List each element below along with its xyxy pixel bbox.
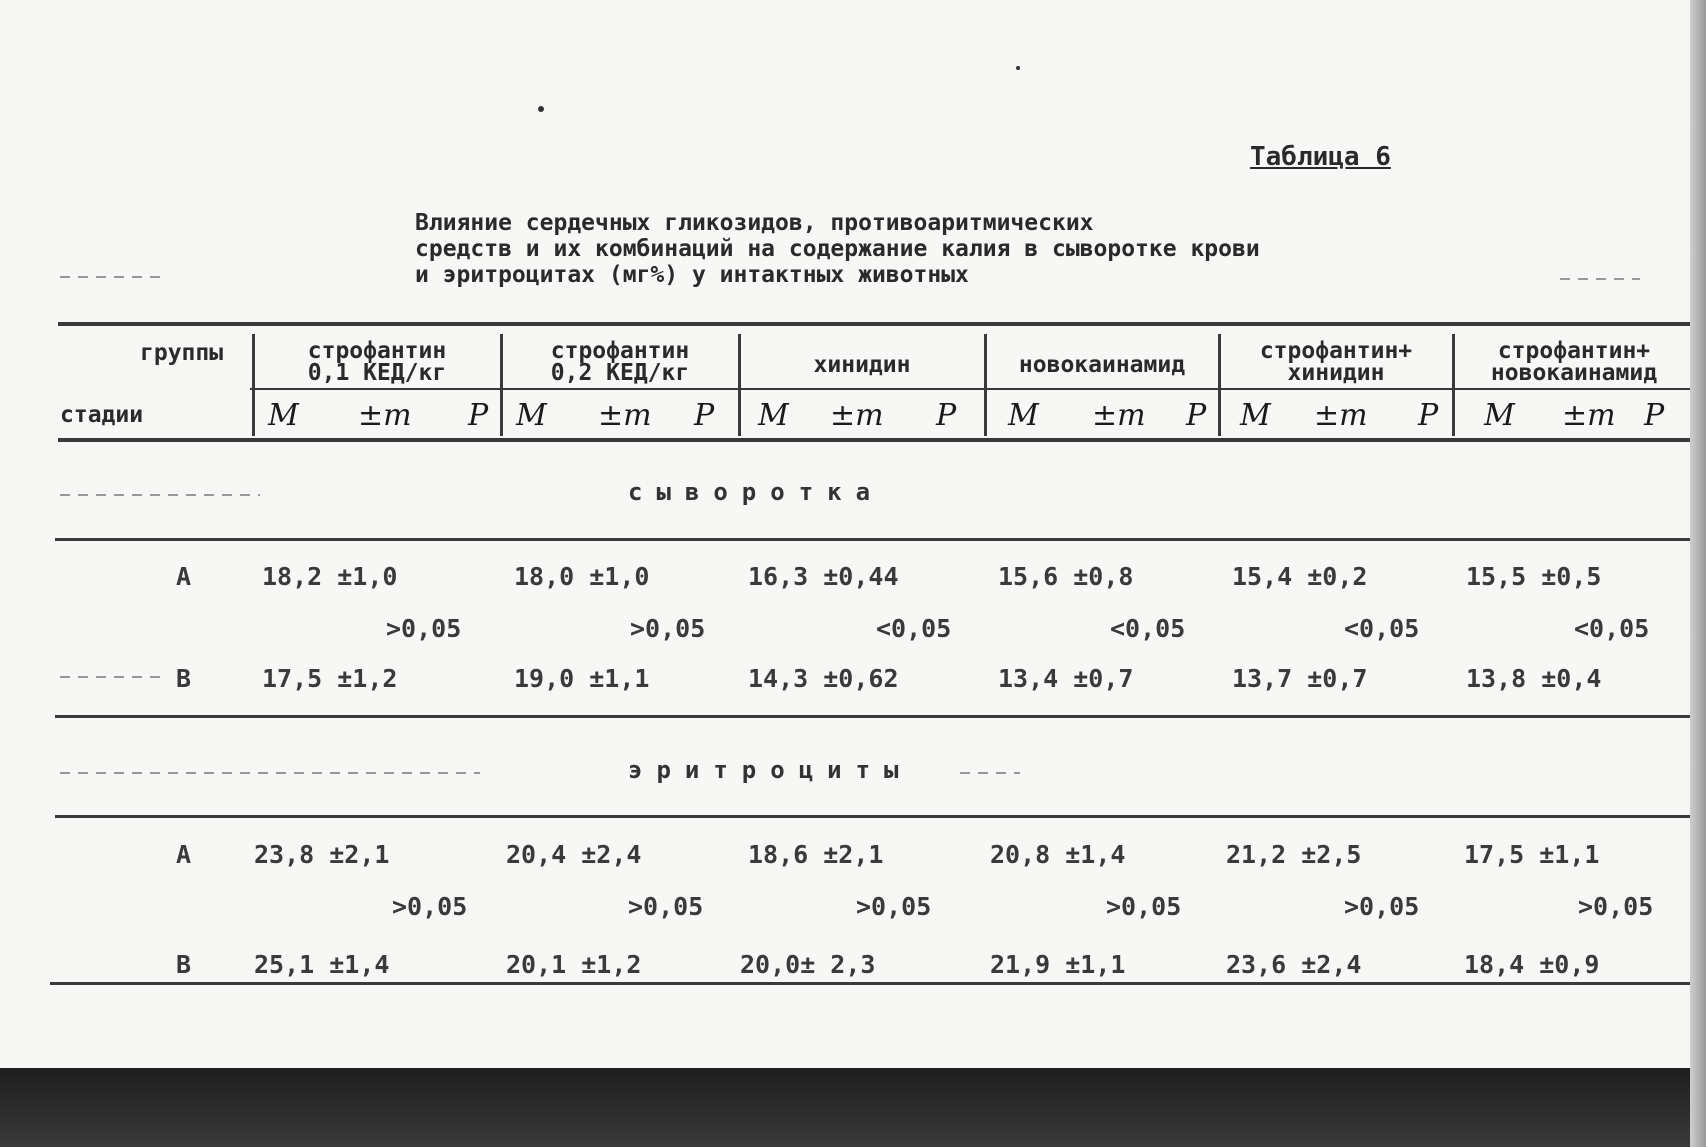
cell-value: 21,9 ±1,1 — [990, 950, 1126, 979]
column-header — [506, 340, 734, 384]
cell-value: 20,8 ±1,4 — [990, 840, 1126, 869]
stages-label: стадии — [60, 402, 144, 428]
cell-value: 15,6 ±0,8 — [998, 562, 1134, 591]
cell-value: 23,8 ±2,1 — [254, 840, 390, 869]
sub-header-P: Р — [1418, 398, 1439, 433]
cell-value: 18,4 ±0,9 — [1464, 950, 1600, 979]
cell-value: 16,3 ±0,44 — [748, 562, 899, 591]
cell-value: 18,2 ±1,0 — [262, 562, 398, 591]
cell-value: 20,4 ±2,4 — [506, 840, 642, 869]
cell-value: 14,3 ±0,62 — [748, 664, 899, 693]
column-header — [990, 354, 1214, 376]
table-top-rule — [58, 322, 1690, 326]
sub-header-M: М — [268, 398, 299, 433]
p-value: >0,05 — [1578, 892, 1654, 921]
section-title-serum: сыворотка — [628, 478, 885, 506]
column-header-line1: строфантин — [307, 338, 447, 364]
cell-value: 18,0 ±1,0 — [514, 562, 650, 591]
faint-dashes — [60, 276, 160, 278]
cell-value: 13,8 ±0,4 — [1466, 664, 1602, 693]
cell-value: 17,5 ±1,2 — [262, 664, 398, 693]
stage-label: А — [176, 562, 192, 591]
sub-header-M: М — [1484, 398, 1515, 433]
column-header — [258, 340, 496, 384]
table-bottom-rule — [50, 982, 1690, 985]
column-header-line2: хинидин — [1287, 360, 1385, 386]
column-header-line1: строфантин+ — [1259, 338, 1413, 364]
cell-value: 15,5 ±0,5 — [1466, 562, 1602, 591]
scan-bottom-shadow — [0, 1068, 1706, 1147]
p-value: >0,05 — [1106, 892, 1182, 921]
stage-label: А — [176, 840, 192, 869]
speck — [1016, 66, 1020, 70]
column-header-line1: новокаинамид — [1018, 352, 1186, 378]
column-header-line2: 0,2 КЕД/кг — [550, 360, 690, 386]
cell-value: 20,1 ±1,2 — [506, 950, 642, 979]
stage-label: В — [176, 664, 192, 693]
sub-header-m: ±m — [358, 398, 412, 433]
table-number: Таблица 6 — [1250, 142, 1391, 172]
column-separator — [252, 334, 255, 436]
column-header — [1224, 340, 1448, 384]
cell-value: 15,4 ±0,2 — [1232, 562, 1368, 591]
p-value: >0,05 — [386, 614, 462, 643]
groups-label: группы — [140, 340, 224, 366]
p-value: >0,05 — [856, 892, 932, 921]
stage-label: В — [176, 950, 192, 979]
sub-header-M: М — [758, 398, 789, 433]
p-value: >0,05 — [1344, 892, 1420, 921]
column-separator — [1452, 334, 1455, 436]
faint-dashes — [60, 772, 480, 774]
cell-value: 18,6 ±2,1 — [748, 840, 884, 869]
faint-dashes — [60, 676, 160, 678]
p-value: <0,05 — [876, 614, 952, 643]
column-header — [744, 354, 980, 376]
title-line-1: Влияние сердечных гликозидов, противоаритмических — [415, 210, 1094, 236]
column-header — [1458, 340, 1690, 384]
section-title-erythrocytes: эритроциты — [628, 756, 913, 784]
sub-header-m: ±m — [1092, 398, 1146, 433]
p-value: >0,05 — [628, 892, 704, 921]
sub-header-m: ±m — [1562, 398, 1616, 433]
section-rule-2 — [55, 715, 1690, 718]
p-value: <0,05 — [1344, 614, 1420, 643]
faint-dashes — [1560, 278, 1640, 280]
column-header-line1: строфантин+ — [1497, 338, 1651, 364]
column-header-line2: новокаинамид — [1490, 360, 1658, 386]
section-rule-1 — [55, 538, 1690, 541]
cell-value: 23,6 ±2,4 — [1226, 950, 1362, 979]
title-line-3: и эритроцитах (мг%) у интактных животных — [415, 262, 969, 288]
sub-header-m: ±m — [830, 398, 884, 433]
section-rule-3 — [55, 815, 1690, 818]
column-header-line2: 0,1 КЕД/кг — [307, 360, 447, 386]
cell-value: 13,4 ±0,7 — [998, 664, 1134, 693]
sub-header-m: ±m — [1314, 398, 1368, 433]
sub-header-M: М — [1240, 398, 1271, 433]
column-separator — [984, 334, 987, 436]
column-separator — [1218, 334, 1221, 436]
sub-header-P: Р — [936, 398, 957, 433]
p-value: >0,05 — [630, 614, 706, 643]
cell-value: 20,0± 2,3 — [740, 950, 876, 979]
p-value: >0,05 — [392, 892, 468, 921]
sub-header-M: М — [1008, 398, 1039, 433]
column-separator — [500, 334, 503, 436]
header-bottom-rule — [58, 438, 1690, 442]
cell-value: 21,2 ±2,5 — [1226, 840, 1362, 869]
column-separator — [738, 334, 741, 436]
cell-value: 13,7 ±0,7 — [1232, 664, 1368, 693]
cell-value: 17,5 ±1,1 — [1464, 840, 1600, 869]
title-line-2: средств и их комбинаций на содержание калия в сыворотке крови — [415, 236, 1260, 262]
sub-header-m: ±m — [598, 398, 652, 433]
p-value: <0,05 — [1110, 614, 1186, 643]
sub-header-P: Р — [468, 398, 489, 433]
faint-dashes — [60, 494, 260, 496]
p-value: <0,05 — [1574, 614, 1650, 643]
header-mid-rule — [250, 388, 1690, 390]
cell-value: 19,0 ±1,1 — [514, 664, 650, 693]
sub-header-P: Р — [694, 398, 715, 433]
speck — [538, 106, 544, 112]
sub-header-P: Р — [1186, 398, 1207, 433]
column-header-line1: строфантин — [550, 338, 690, 364]
scan-right-shadow — [1690, 0, 1706, 1147]
sub-header-P: Р — [1644, 398, 1665, 433]
faint-dashes — [960, 772, 1020, 774]
column-header-line1: хинидин — [813, 352, 911, 378]
cell-value: 25,1 ±1,4 — [254, 950, 390, 979]
sub-header-M: М — [516, 398, 547, 433]
